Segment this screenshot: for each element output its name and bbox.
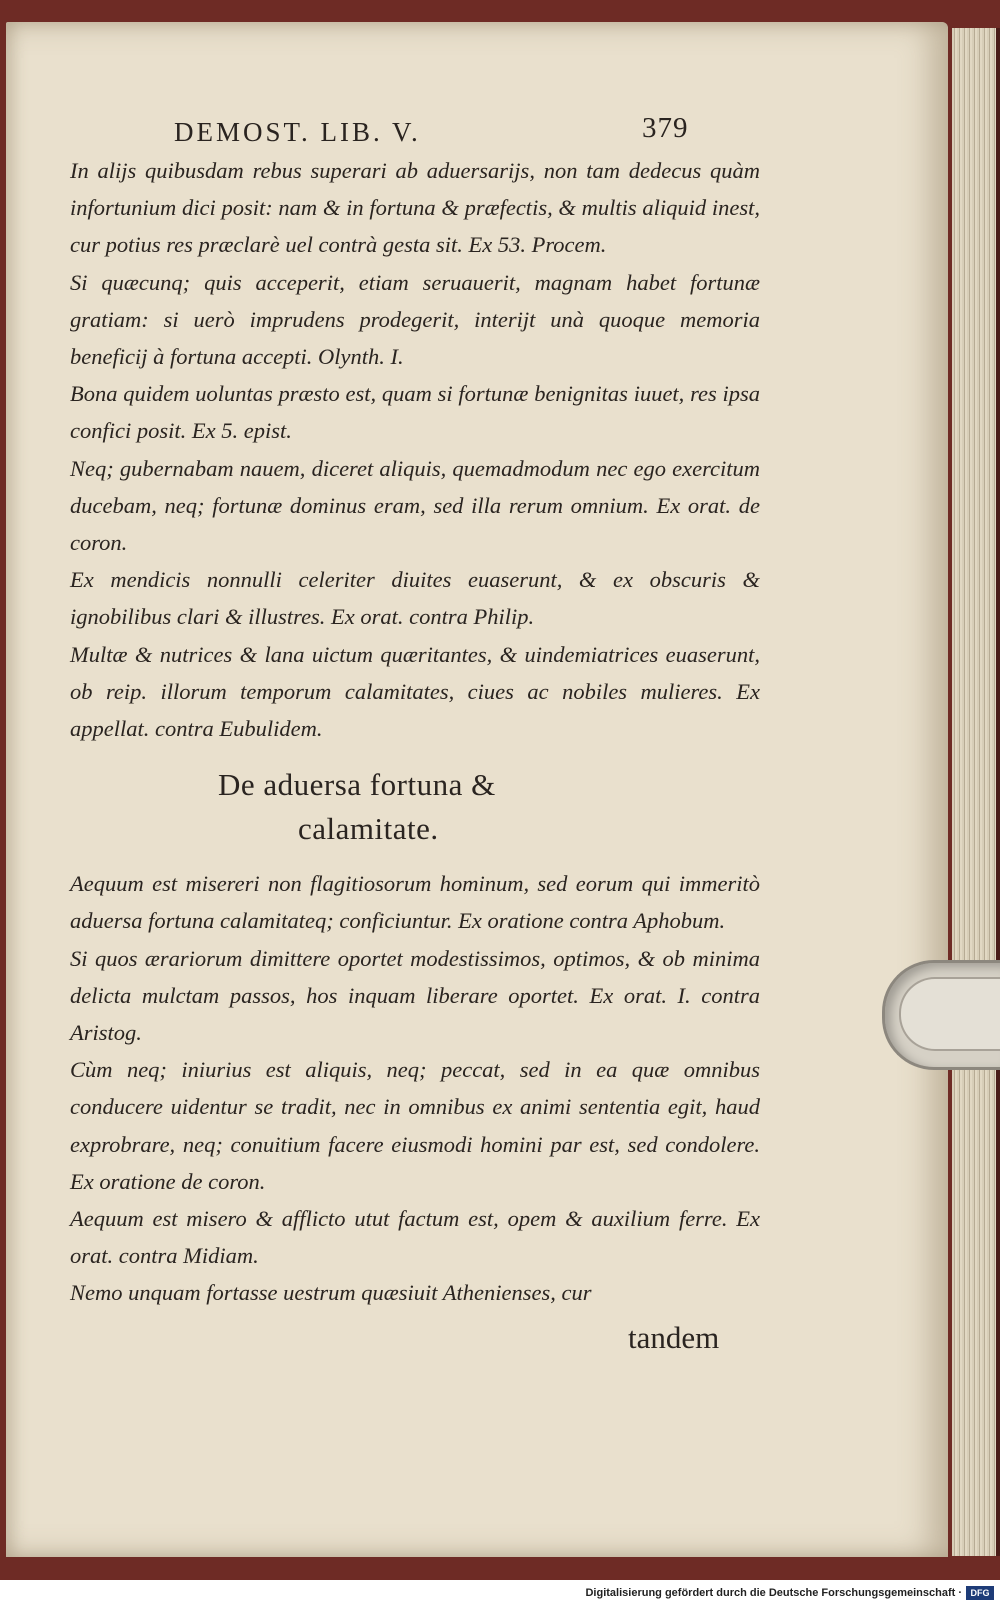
paragraph: Si quæcunq; quis acceperit, etiam seruauerit, magnam habet fortunæ gratiam: si uerò imprudens prodegerit, interijt unà quoque memoria beneficij à fortuna accepti. Olynth. I. (70, 269, 760, 370)
page-clip-inner (899, 977, 1000, 1051)
running-header (70, 106, 760, 152)
section-heading (70, 763, 760, 851)
paragraph: Aequum est misero & afflicto utut factum est, opem & auxilium ferre. Ex orat. contra Midiam. (70, 1206, 760, 1269)
page-text-block (70, 106, 760, 1312)
paragraph: In alijs quibusdam rebus superari ab aduersarijs, non tam dedecus quàm infortunium dici posit: nam & in fortuna & præfectis, & multis aliquid inest, cur potius res præclarè uel contrà gesta sit. Ex 53. Procem. (70, 158, 760, 258)
paragraph: Bona quidem uoluntas præsto est, quam si fortunæ benignitas iuuet, res ipsa confici posit. Ex 5. epist. (70, 381, 760, 444)
page-fore-edge (952, 28, 1000, 1556)
paragraph: Cùm neq; iniurius est aliquis, neq; peccat, sed in ea quæ omnibus conducere uidentur se tradit, nec in omnibus ex animi sententia egit, haud exprobrare, neq; conuitium facere eiusmodi homini par est, sed condolere. Ex oratione de coron. (70, 1057, 760, 1194)
funding-credit: Digitalisierung gefördert durch die Deutsche Forschungsgemeinschaft · (585, 1587, 962, 1599)
paragraph: Aequum est misereri non flagitiosorum hominum, sed eorum qui immeritò aduersa fortuna calamitateq; conficiuntur. Ex oratione contra Aphobum. (70, 871, 760, 934)
paragraph: Neq; gubernabam nauem, diceret aliquis, quemadmodum nec ego exercitum ducebam, neq; fortunæ dominus eram, sed illa rerum omnium. Ex orat. de coron. (70, 455, 760, 556)
dfg-logo-icon: DFG (966, 1586, 994, 1600)
section-heading-line2: calamitate. (298, 811, 439, 847)
paragraph: Si quos ærariorum dimittere oportet modestissimos, optimos, & ob minima delicta mulctam passos, hos inquam liberare oportet. Ex orat. I. contra Aristog. (70, 945, 760, 1046)
paragraph: Nemo unquam fortasse uestrum quæsiuit Athenienses, cur (70, 1280, 592, 1306)
page-number: 379 (642, 112, 689, 144)
paragraph: Ex mendicis nonnulli celeriter diuites euaserunt, & ex obscuris & ignobilibus clari & illustres. Ex orat. contra Philip. (70, 567, 760, 630)
paragraph: Multæ & nutrices & lana uictum quæritantes, & uindemiatrices euaserunt, ob reip. illorum temporum calamitates, ciues ac nobiles mulieres. Ex appellat. contra Eubulidem. (70, 641, 760, 742)
section-heading-line1: De aduersa fortuna & (218, 767, 496, 803)
running-title: DEMOST. LIB. V. (174, 117, 421, 147)
page-clip (882, 960, 1000, 1070)
digitization-footer (0, 1580, 1000, 1608)
catchword: tandem (628, 1320, 720, 1355)
